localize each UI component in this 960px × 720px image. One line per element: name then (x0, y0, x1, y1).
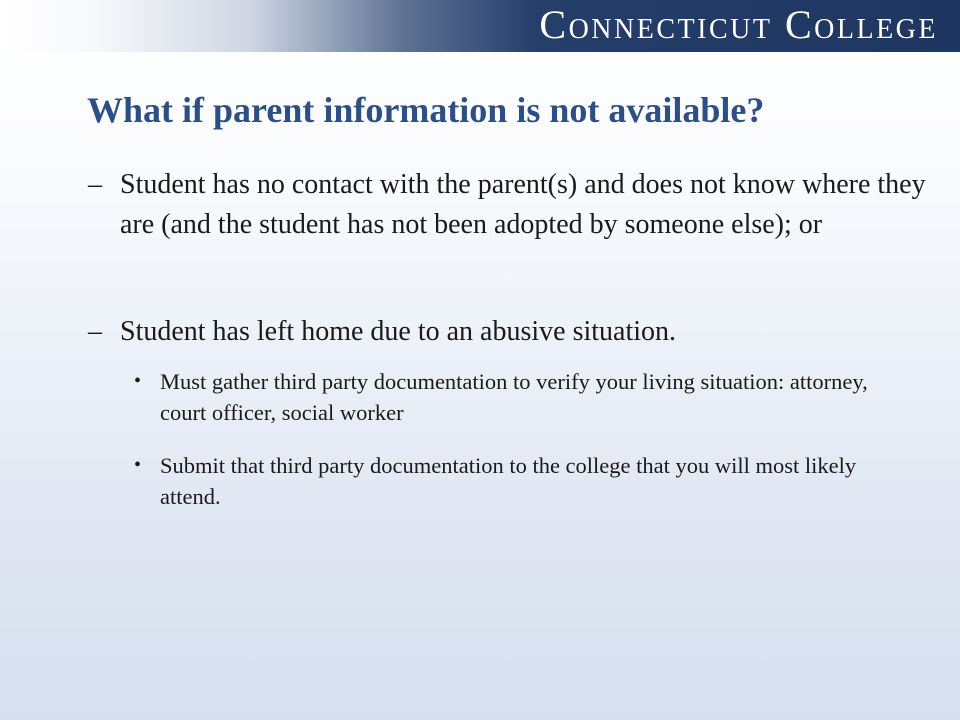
dash-item-no-contact (88, 165, 928, 245)
dash-marker: – (88, 169, 102, 200)
dash-item-text: Student has left home due to an abusive situation. (120, 316, 677, 347)
bullet-item-gather-documentation (134, 366, 894, 428)
bullet-marker: • (134, 370, 142, 392)
college-logo-text: Connecticut College (539, 2, 938, 47)
bullet-item-text: Submit that third party documentation to the college that you will most likely attend. (160, 453, 857, 509)
dash-item-text: Student has no contact with the parent(s) and does not know where they are (and the student has not been adopted by someone else); or (120, 169, 926, 240)
bullet-marker: • (134, 454, 142, 476)
dash-item-abusive-situation (88, 312, 928, 352)
bullet-item-submit-documentation (134, 450, 894, 512)
slide-title: What if parent information is not available? (87, 90, 765, 130)
header-banner (0, 0, 960, 52)
dash-marker: – (88, 316, 102, 347)
bullet-item-text: Must gather third party documentation to verify your living situation: attorney, court officer, social worker (160, 369, 868, 425)
